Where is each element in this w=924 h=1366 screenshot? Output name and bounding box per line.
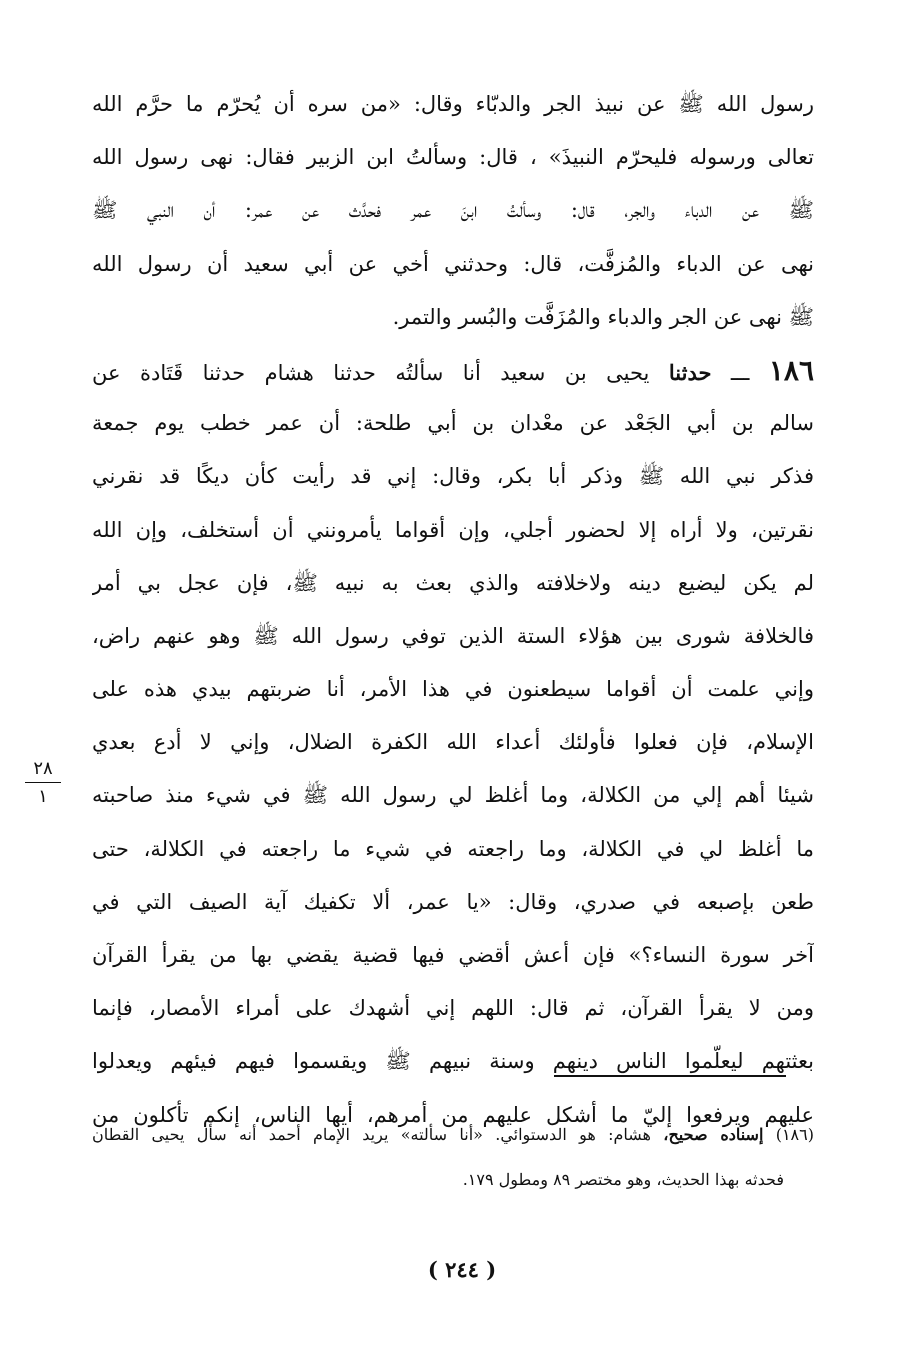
footnote-number: (١٨٦) xyxy=(775,1125,814,1144)
hadith-lead-word: حدثنا xyxy=(668,359,712,385)
hadith-line-7: الإسلام، فإن فعلوا فأولئك أعداء الله الكفرة الضلال، وإني لا أدع بعدي xyxy=(92,730,814,755)
hadith-line-3: نقرتين، ولا أراه إلا لحضور أجلي، وإن أقواما يأمرونني أن أستخلف، وإن الله xyxy=(92,517,814,542)
footnote xyxy=(92,1112,814,1202)
hadith-line-8: شيئا أهم إلي من الكلالة، وما أغلظ لي رسول الله ﷺ في شيء منذ صاحبته xyxy=(92,783,814,808)
hadith-dash: ـــ xyxy=(730,360,750,385)
margin-reference-part: ١ xyxy=(38,786,48,807)
margin-reference-volume: ٢٨ xyxy=(33,758,53,779)
hadith-line-14: عليهم ويرفعوا إليّ ما أشكل عليهم من أمرهم، أيها الناس، إنكم تأكلون من xyxy=(92,1102,814,1127)
text-line-5: ﷺ نهى عن الجر والدباء والمُزَفَّت والبُسر والتمر. xyxy=(392,304,814,329)
page-number: ( ٢٤٤ ) xyxy=(427,1257,497,1282)
hadith-line-11: آخر سورة النساء؟» فإن أعش أقضي فيها قضية يقضي بها من يقرأ القرآن xyxy=(92,943,814,967)
hadith-number: ١٨٦ xyxy=(768,353,814,387)
hadith-first-line-text: يحيى بن سعيد أنا سألتُه حدثنا هشام حدثنا قَتَادة عن xyxy=(92,360,650,385)
footnote-line-1-text: هشام: هو الدستوائي. «أنا سألته» يريد الإمام أحمد أنه سأل يحيى القطان xyxy=(92,1125,651,1144)
hadith-line-2: فذكر نبي الله ﷺ وذكر أبا بكر، وقال: إني قد رأيت كأن ديكًا قد نقرني xyxy=(92,464,814,489)
hadith-line-12: ومن لا يقرأ القرآن، ثم قال: اللهم إني أشهدك على أمراء الأمصار، فإنما xyxy=(92,996,814,1021)
footnote-line-2: فحدثه بهذا الحديث، وهو مختصر ٨٩ ومطول ١٧٩. xyxy=(462,1170,784,1189)
main-text xyxy=(92,78,814,1142)
hadith-line-13: بعثتهم ليعلّموا الناس دينهم وسنة نبيهم ﷺ ويقسموا فيهم فيئهم ويعدلوا xyxy=(92,1049,814,1074)
text-line-1: رسول الله ﷺ عن نبيذ الجر والدبّاء وقال: «من سره أن يُحرّم ما حرَّم الله xyxy=(92,92,814,116)
text-line-3: ﷺ عن الدباء والجر، قال: وسألتُ ابنَ عمر فحدَّث عن عمر: أن النبي ﷺ xyxy=(92,198,814,223)
margin-reference xyxy=(22,758,64,808)
margin-reference-rule xyxy=(25,782,61,783)
hadith-line-9: ما أغلظ لي في الكلالة، وما راجعته في شيء ما راجعته في الكلالة، حتى xyxy=(92,836,814,861)
footnote-separator xyxy=(554,1075,786,1077)
footnote-line-1 xyxy=(92,1112,814,1157)
hadith-heading-line xyxy=(92,344,814,397)
hadith-line-4: لم يكن ليضيع دينه ولاخلافته والذي بعث به نبيه ﷺ، فإن عجل بي أمر xyxy=(92,570,814,595)
footnote-grading: إسناده صحيح، xyxy=(663,1125,764,1144)
text-line-4: نهى عن الدباء والمُزفَّت، قال: وحدثني أخي عن أبي سعيد أن رسول الله xyxy=(92,251,814,276)
text-line-2: تعالى ورسوله فليحرّم النبيذَ» ، قال: وسألتُ ابن الزبير فقال: نهى رسول الله xyxy=(92,145,814,170)
hadith-line-10: طعن بإصبعه في صدري، وقال: «يا عمر، ألا تكفيك آية الصيف التي في xyxy=(92,889,814,914)
hadith-line-5: فالخلافة شورى بين هؤلاء الستة الذين توفي رسول الله ﷺ وهو عنهم راض، xyxy=(92,623,814,648)
hadith-line-6: وإني علمت أن أقواما سيطعنون في هذا الأمر، أنا ضربتهم بيدي هذه على xyxy=(92,677,814,702)
hadith-line-1: سالم بن أبي الجَعْد عن معْدان بن أبي طلحة: أن عمر خطب يوم جمعة xyxy=(92,411,814,436)
